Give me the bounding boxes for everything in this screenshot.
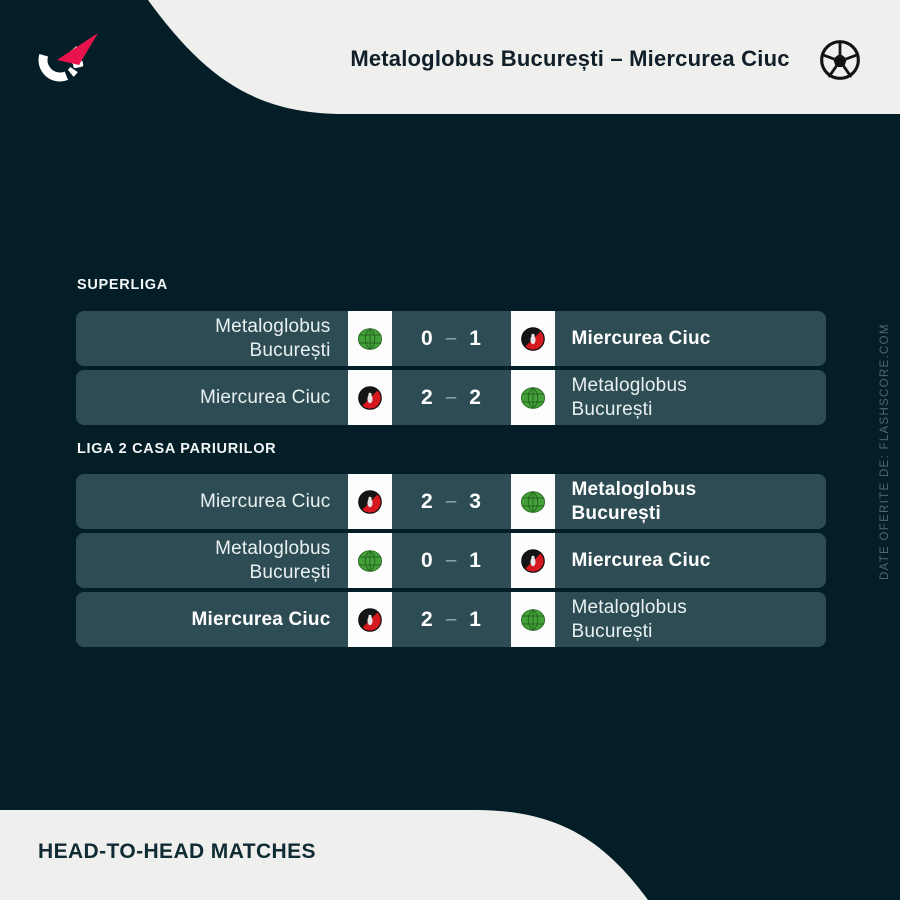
page-title: Metaloglobus București – Miercurea Ciuc bbox=[350, 46, 790, 71]
away-team-name: Metaloglobus București bbox=[571, 375, 687, 420]
score bbox=[392, 474, 511, 529]
footer-title: HEAD-TO-HEAD MATCHES bbox=[38, 840, 316, 863]
away-team-name: Metaloglobus București bbox=[571, 479, 697, 524]
flashscore-logo-icon bbox=[34, 28, 102, 88]
away-score: 2 bbox=[469, 385, 481, 409]
score bbox=[392, 311, 511, 366]
away-team-name: Metaloglobus București bbox=[571, 597, 687, 642]
home-team-name: Metaloglobus București bbox=[215, 316, 331, 361]
match-row bbox=[76, 533, 826, 588]
home-team-name: Miercurea Ciuc bbox=[199, 490, 331, 512]
data-provider-watermark: DATE OFERITE DE: FLASHSCORE.COM bbox=[879, 323, 891, 580]
score-separator: – bbox=[445, 490, 457, 512]
home-team-cell bbox=[76, 370, 348, 425]
score-separator: – bbox=[445, 608, 457, 630]
away-score: 3 bbox=[469, 489, 481, 513]
section-label-superliga: SUPERLIGA bbox=[77, 277, 168, 293]
away-team-name: Miercurea Ciuc bbox=[571, 327, 711, 349]
score bbox=[392, 592, 511, 647]
away-team-logo-icon bbox=[511, 370, 555, 425]
match-row bbox=[76, 311, 826, 366]
away-team-cell bbox=[555, 533, 827, 588]
home-team-logo-icon bbox=[348, 370, 392, 425]
home-team-logo-icon bbox=[348, 311, 392, 366]
score-separator: – bbox=[445, 386, 457, 408]
home-team-logo-icon bbox=[348, 592, 392, 647]
home-score: 2 bbox=[421, 489, 433, 513]
away-team-cell bbox=[555, 592, 827, 647]
away-score: 1 bbox=[469, 548, 481, 572]
away-score: 1 bbox=[469, 326, 481, 350]
score-separator: – bbox=[445, 327, 457, 349]
score-separator: – bbox=[445, 549, 457, 571]
home-score: 2 bbox=[421, 385, 433, 409]
score bbox=[392, 533, 511, 588]
home-team-name: Metaloglobus București bbox=[215, 538, 331, 583]
home-team-logo-icon bbox=[348, 474, 392, 529]
football-icon bbox=[818, 38, 862, 82]
match-row bbox=[76, 474, 826, 529]
home-team-name: Miercurea Ciuc bbox=[191, 608, 331, 630]
home-team-cell bbox=[76, 533, 348, 588]
section-label-liga-2: LIGA 2 CASA PARIURILOR bbox=[77, 441, 277, 457]
score bbox=[392, 370, 511, 425]
match-row bbox=[76, 592, 826, 647]
away-team-cell bbox=[555, 370, 827, 425]
home-team-cell bbox=[76, 474, 348, 529]
home-score: 0 bbox=[421, 548, 433, 572]
home-team-logo-icon bbox=[348, 533, 392, 588]
away-team-logo-icon bbox=[511, 533, 555, 588]
home-team-cell bbox=[76, 311, 348, 366]
home-team-cell bbox=[76, 592, 348, 647]
away-team-logo-icon bbox=[511, 592, 555, 647]
away-team-logo-icon bbox=[511, 474, 555, 529]
away-team-logo-icon bbox=[511, 311, 555, 366]
away-team-name: Miercurea Ciuc bbox=[571, 549, 711, 571]
away-team-cell bbox=[555, 474, 827, 529]
match-row bbox=[76, 370, 826, 425]
home-team-name: Miercurea Ciuc bbox=[199, 386, 331, 408]
away-score: 1 bbox=[469, 607, 481, 631]
away-team-cell bbox=[555, 311, 827, 366]
home-score: 0 bbox=[421, 326, 433, 350]
home-score: 2 bbox=[421, 607, 433, 631]
